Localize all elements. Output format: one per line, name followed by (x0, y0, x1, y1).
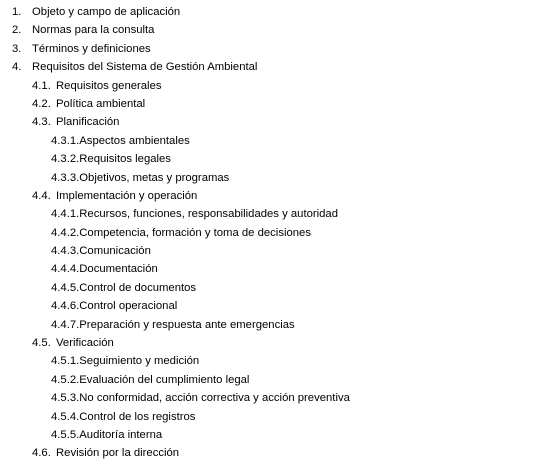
toc-entry-title: Planificación (56, 116, 120, 129)
toc-entry (0, 150, 557, 168)
toc-entry (0, 444, 557, 462)
toc-entry (0, 224, 557, 242)
toc-entry-title: Comunicación (79, 245, 151, 258)
toc-entry (0, 316, 557, 334)
toc-entry-number: 4.3.1. (51, 134, 80, 147)
toc-entry-title: Objeto y campo de aplicación (32, 6, 181, 18)
toc-entry-number: 4.6. (32, 447, 51, 460)
toc-entry-number: 4.5.3. (51, 392, 80, 405)
toc-entry-title: Control operacional (79, 300, 178, 313)
toc-entry-number: 4.4. (32, 189, 51, 202)
toc-entry-title: Implementación y operación (56, 189, 198, 202)
toc-entry-title: Verificación (56, 337, 114, 350)
toc-entry-title: Control de documentos (79, 281, 197, 294)
toc-entry (0, 260, 557, 278)
toc-entry (0, 132, 557, 150)
toc-entry-number: 4.5. (32, 337, 51, 350)
toc-entry-number: 4.5.1. (51, 355, 80, 368)
toc-entry-number: 2. (12, 24, 22, 37)
toc-entry (0, 242, 557, 260)
toc-entry (0, 352, 557, 370)
toc-entry-title: Evaluación del cumplimiento legal (79, 373, 250, 386)
toc-entry (0, 40, 557, 58)
toc-entry (0, 371, 557, 389)
toc-entry-number: 4.5.2. (51, 373, 80, 386)
toc-entry (0, 169, 557, 187)
toc-entry (0, 297, 557, 315)
toc-entry-title: Competencia, formación y toma de decisiones (79, 226, 311, 239)
toc-entry-title: Normas para la consulta (32, 24, 155, 37)
toc-entry (0, 21, 557, 39)
toc-entry (0, 426, 557, 444)
toc-entry-title: Política ambiental (56, 97, 146, 110)
toc-entry-title: Requisitos generales (56, 79, 162, 92)
toc-entry-title: Auditoría interna (79, 428, 163, 441)
toc-entry-title: Requisitos del Sistema de Gestión Ambiental (32, 61, 258, 74)
toc-entry-title: Objetivos, metas y programas (79, 171, 230, 184)
toc-entry-number: 4.3.2. (51, 153, 80, 166)
toc-entry (0, 113, 557, 131)
toc-entry (0, 205, 557, 223)
toc-entry-title: Control de los registros (79, 410, 196, 423)
toc-entry (0, 95, 557, 113)
toc-entry-number: 4.4.2. (51, 226, 80, 239)
toc-entry-number: 4.3. (32, 116, 51, 129)
toc-entry (0, 58, 557, 76)
toc-entry-title: Recursos, funciones, responsabilidades y autoridad (79, 208, 338, 221)
toc-entry-title: Aspectos ambientales (79, 134, 190, 147)
toc-entry-number: 4.2. (32, 97, 51, 110)
toc-entry-title: Revisión por la dirección (56, 447, 180, 460)
toc-entry-number: 4.4.7. (51, 318, 80, 331)
toc-entry-number: 3. (12, 42, 22, 55)
toc-entry-title: Requisitos legales (79, 153, 171, 166)
toc-entry-number: 4.4.5. (51, 281, 80, 294)
toc-entry (0, 77, 557, 95)
toc-entry (0, 408, 557, 426)
toc-entry-number: 4.4.1. (51, 208, 80, 221)
toc-entry-number: 4.5.5. (51, 428, 80, 441)
toc-entry-number: 4.5.4. (51, 410, 80, 423)
toc-entry-number: 4.4.6. (51, 300, 80, 313)
toc-entry-title: No conformidad, acción correctiva y acción preventiva (79, 392, 350, 405)
toc-entry (0, 389, 557, 407)
toc-entry-title: Preparación y respuesta ante emergencias (79, 318, 295, 331)
table-of-contents (0, 3, 557, 463)
toc-entry-title: Seguimiento y medición (79, 355, 200, 368)
toc-entry (0, 187, 557, 205)
toc-entry-number: 4.3.3. (51, 171, 80, 184)
toc-entry-number: 4. (12, 61, 22, 74)
toc-entry (0, 334, 557, 352)
toc-entry-number: 4.4.4. (51, 263, 80, 276)
toc-entry-title: Términos y definiciones (32, 42, 151, 55)
toc-entry-number: 1. (12, 6, 22, 18)
toc-entry-number: 4.4.3. (51, 245, 80, 258)
toc-entry-title: Documentación (79, 263, 158, 276)
toc-entry (0, 279, 557, 297)
toc-entry-number: 4.1. (32, 79, 51, 92)
toc-entry (0, 3, 557, 21)
